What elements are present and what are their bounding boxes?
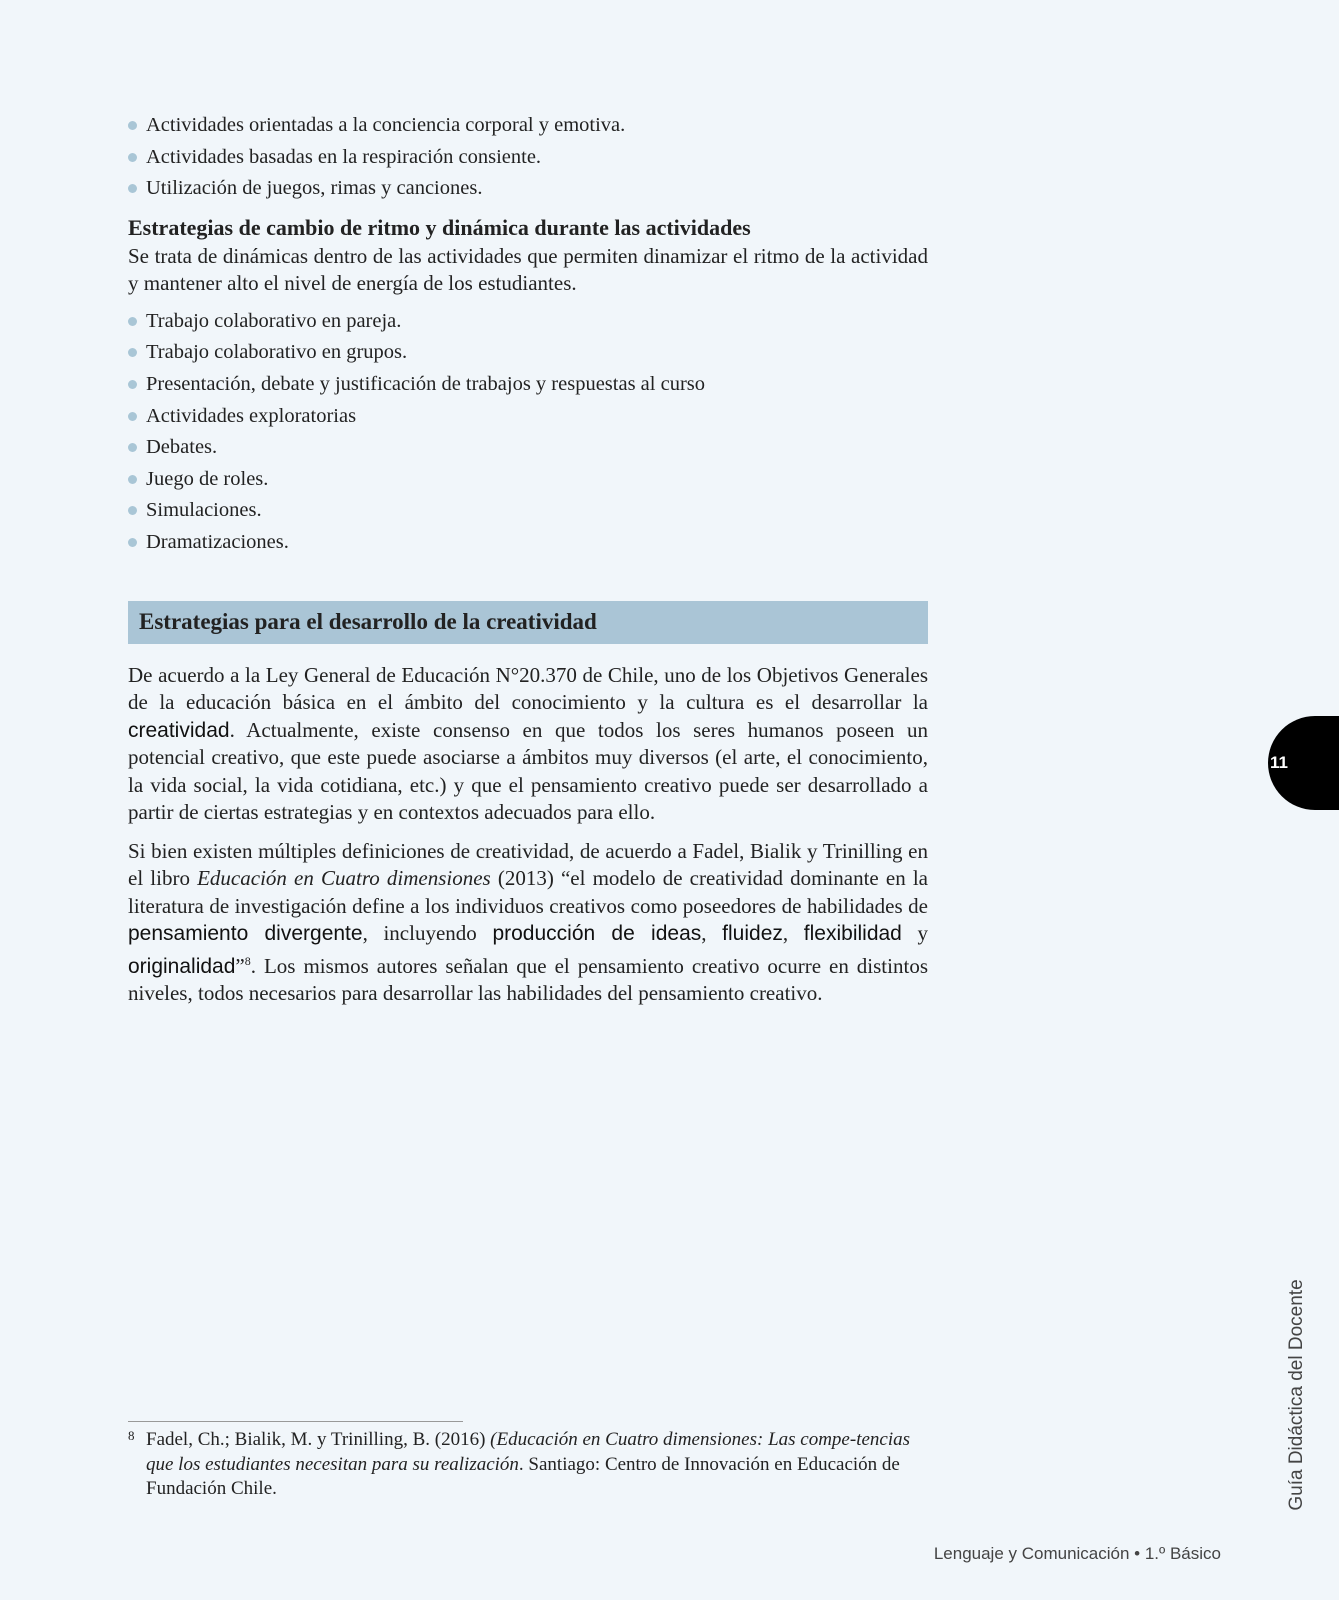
bullet-icon — [128, 184, 137, 193]
page-number-tab — [1268, 716, 1339, 810]
paragraph-1: De acuerdo a la Ley General de Educación N°20.370 de Chile, uno de los Objetivos Generales de la educación básica en el ámbito del conocimiento y la cultura es el desarrollar la creatividad. Actualmente, existe consenso en que todos los seres humanos poseen un potencial creativo, que este puede asociarse a ámbitos muy diversos (el arte, el conocimiento, la vida social, la vida cotidiana, etc.) y que el pensamiento creativo puede ser desarrollado a partir de ciertas estrategias y en contextos adecuados para ello. — [128, 662, 928, 825]
emphasis: flexibilidad — [803, 922, 902, 946]
list-item: Actividades basadas en la respiración consiente. — [128, 142, 928, 174]
list-item: Actividades orientadas a la conciencia corporal y emotiva. — [128, 110, 928, 142]
subheading: Estrategias de cambio de ritmo y dinámica durante las actividades — [128, 214, 751, 240]
book-title: Educación en Cuatro dimensiones — [197, 866, 491, 891]
subheading-paragraph: Se trata de dinámicas dentro de las actividades que permiten dinamizar el ritmo de la actividad y mantener alto el nivel de energía de los estudiantes. — [128, 243, 928, 296]
bullet-icon — [128, 380, 137, 389]
list-item: Actividades exploratorias — [128, 401, 928, 433]
section-title-bar — [128, 601, 928, 644]
bullet-icon — [128, 153, 137, 162]
list-item: Dramatizaciones. — [128, 527, 928, 559]
page-number: 11 — [1270, 753, 1288, 772]
bullet-icon — [128, 443, 137, 452]
list-item: Trabajo colaborativo en pareja. — [128, 306, 928, 338]
section-title: Estrategias para el desarrollo de la creatividad — [139, 609, 597, 635]
bullet-list-1 — [128, 110, 928, 205]
bullet-icon — [128, 317, 137, 326]
bullet-icon — [128, 348, 137, 357]
bullet-icon — [128, 506, 137, 515]
bullet-icon — [128, 412, 137, 421]
main-content — [128, 110, 928, 1019]
footnote-number: 8 — [128, 1428, 135, 1443]
list-item: Simulaciones. — [128, 495, 928, 527]
list-item: Utilización de juegos, rimas y canciones. — [128, 173, 928, 205]
emphasis: originalidad — [128, 954, 236, 978]
footnote-text: Fadel, Ch.; Bialik, M. y Trinilling, B. (2016) (Educación en Cuatro dimensiones: Las compe-tencias que los estudiantes necesitan para su realización. Santiago: Centro de Innovación en Educación de Fundación Chile. — [146, 1429, 911, 1499]
bullet-icon — [128, 538, 137, 547]
emphasis: creatividad — [128, 718, 230, 742]
bullet-icon — [128, 475, 137, 484]
list-item: Juego de roles. — [128, 464, 928, 496]
list-item: Presentación, debate y justificación de trabajos y respuestas al curso — [128, 369, 928, 401]
page-footer: Lenguaje y Comunicación • 1.º Básico — [933, 1544, 1221, 1563]
footnote-divider — [128, 1421, 463, 1422]
list-item: Trabajo colaborativo en grupos. — [128, 337, 928, 369]
footnote — [128, 1428, 918, 1502]
emphasis: pensamiento divergente — [128, 922, 363, 946]
footnote-ref[interactable]: 8 — [244, 953, 251, 968]
bullet-list-2 — [128, 306, 928, 559]
emphasis: producción de ideas — [492, 922, 702, 946]
section-body — [128, 662, 928, 1008]
bullet-icon — [128, 121, 137, 130]
list-item: Debates. — [128, 432, 928, 464]
paragraph-2: Si bien existen múltiples definiciones de creatividad, de acuerdo a Fadel, Bialik y Trinilling en el libro Educación en Cuatro dimensiones (2013) “el modelo de creatividad dominante en la literatura de investigación define a los individuos creativos como poseedores de habilidades de pensamiento divergente, incluyendo producción de ideas, fluidez, flexibilidad y originalidad”$^8$. Los mismos autores señalan que el pensamiento creativo ocurre en distintos niveles, todos necesarios para desarrollar las habilidades del pensamiento creativo. — [128, 838, 929, 1006]
emphasis: fluidez — [722, 922, 783, 946]
side-label: Guía Didáctica del Docente — [1286, 1279, 1307, 1511]
